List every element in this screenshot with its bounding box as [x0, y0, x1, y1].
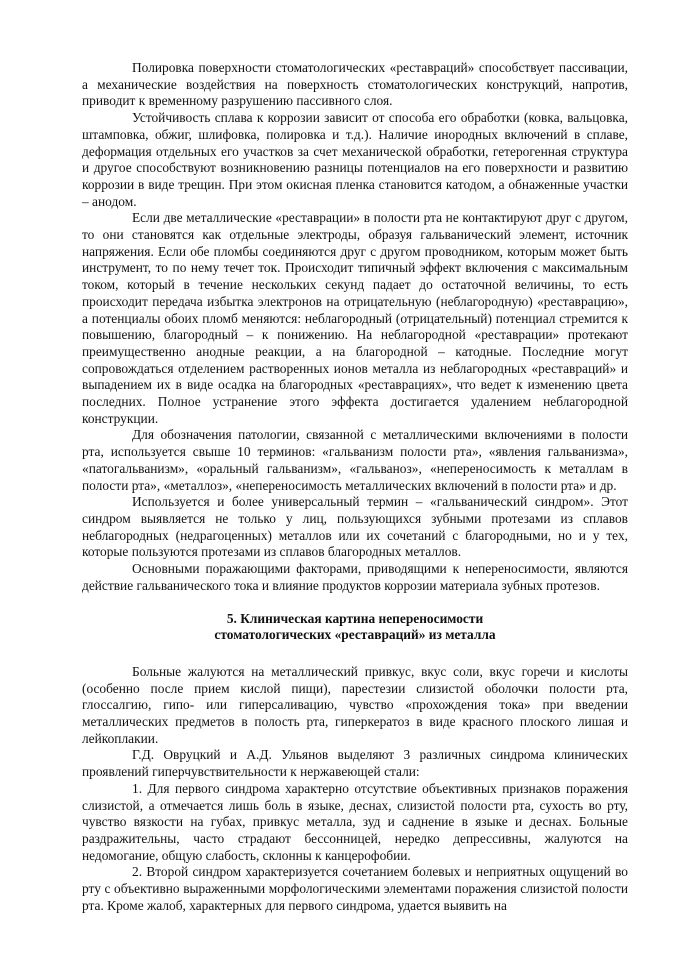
paragraph-complaints: Больные жалуются на металлический привкус, вкус соли, вкус горечи и кислоты (особенно после прием кислой пищи), парестезии слизистой оболочки полости рта, глоссалгию, гипо- или гиперсаливацию, чувство «прохождения тока» при введении металлических предметов в полость рта, гиперкератоз в виде красного плоского лишая и лейкоплакии. — [82, 663, 628, 746]
paragraph-terminology: Для обозначения патологии, связанной с металлическими включениями в полости рта, используется свыше 10 терминов: «гальванизм полости рта», «явления гальванизма», «патогальванизм», «оральный гальванизм», «гальваноз», «непереносимость к металлам в полости рта», «металлоз», «непереносимость металлических включений в полости рта» и др. — [82, 427, 628, 493]
paragraph-damaging-factors: Основными поражающими факторами, приводящими к непереносимости, являются действие гальванического тока и влияние продуктов коррозии материала зубных протезов. — [82, 561, 628, 593]
paragraph-galvanic-element: Если две металлические «реставрации» в полости рта не контактируют друг с другом, то они становятся как отдельные электроды, образуя гальванический элемент, источник напряжения. Если обе пломбы соединяются друг с другом проводником, которым может быть инструмент, то по нему течет ток. Происходит типичный эффект включения с максимальным током, который в течение нескольких секунд падает до остаточной величины, то есть происходит передача избытка электронов на отрицательную (неблагородную) «реставрацию», а потенциалы обоих пломб меняются: неблагородный (отрицательный) потенциал стремится к повышению, благородный – к понижению. На неблагородной «реставрации» протекают преимущественно анодные реакции, а на благородной – катодные. Последние могут сопровождаться отделением растворенных ионов металла из неблагородных «реставраций» и выпадением их в виде осадка на благородных «реставрациях», что ведет к изменению цвета последних. Полное устранение этого эффекта достигается удалением неблагородной конструкции. — [82, 210, 628, 426]
paragraph-galvanic-syndrome: Используется и более универсальный термин – «гальванический синдром». Этот синдром выявляется не только у лиц, пользующихся зубными протезами из сплавов неблагородных (недрагоценных) металлов или их сочетаний с благородными, но и у тех, которые пользуются протезами из сплавов благородных металлов. — [82, 494, 628, 560]
paragraph-second-syndrome: 2. Второй синдром характеризуется сочетанием болевых и неприятных ощущений во рту с объективно выраженными морфологическими элементами поражения слизистой полости рта. Кроме жалоб, характерных для первого синдрома, удается выявить на — [82, 864, 628, 913]
paragraph-syndromes-intro: Г.Д. Овруцкий и А.Д. Ульянов выделяют 3 различных синдрома клинических проявлений гиперчувствительности к нержавеющей стали: — [82, 747, 628, 780]
section-heading-line-2: стоматологических «реставраций» из металла — [214, 627, 496, 643]
paragraph-polishing: Полировка поверхности стоматологических «реставраций» способствует пассивации, а механические воздействия на поверхность стоматологических конструкций, напротив, приводит к временному разрушению пассивного слоя. — [82, 60, 628, 109]
paragraph-first-syndrome: 1. Для первого синдрома характерно отсутствие объективных признаков поражения слизистой, а отмечается лишь боль в языке, деснах, слизистой полости рта, сухость во рту, чувство вязкости на губах, привкус металла, зуд и саднение в языке и деснах. Больные раздражительны, часто страдают бессонницей, нередко депрессивны, жалуются на недомогание, общую слабость, склонны к канцерофобии. — [82, 780, 628, 863]
section-heading — [82, 611, 628, 644]
paragraph-alloy-resistance: Устойчивость сплава к коррозии зависит от способа его обработки (ковка, вальцовка, штамповка, обжиг, шлифовка, полировка и т.д.). Наличие инородных включений в сплаве, деформация отдельных его участков за счет механической обработки, гетерогенная структура и другое способствуют возникновению разницы потенциалов на его поверхности и развитию коррозии в виде трещин. При этом окисная пленка становится катодом, а обнаженные участки – анодом. — [82, 110, 628, 209]
section-heading-line-1: 5. Клиническая картина непереносимости — [226, 610, 484, 626]
